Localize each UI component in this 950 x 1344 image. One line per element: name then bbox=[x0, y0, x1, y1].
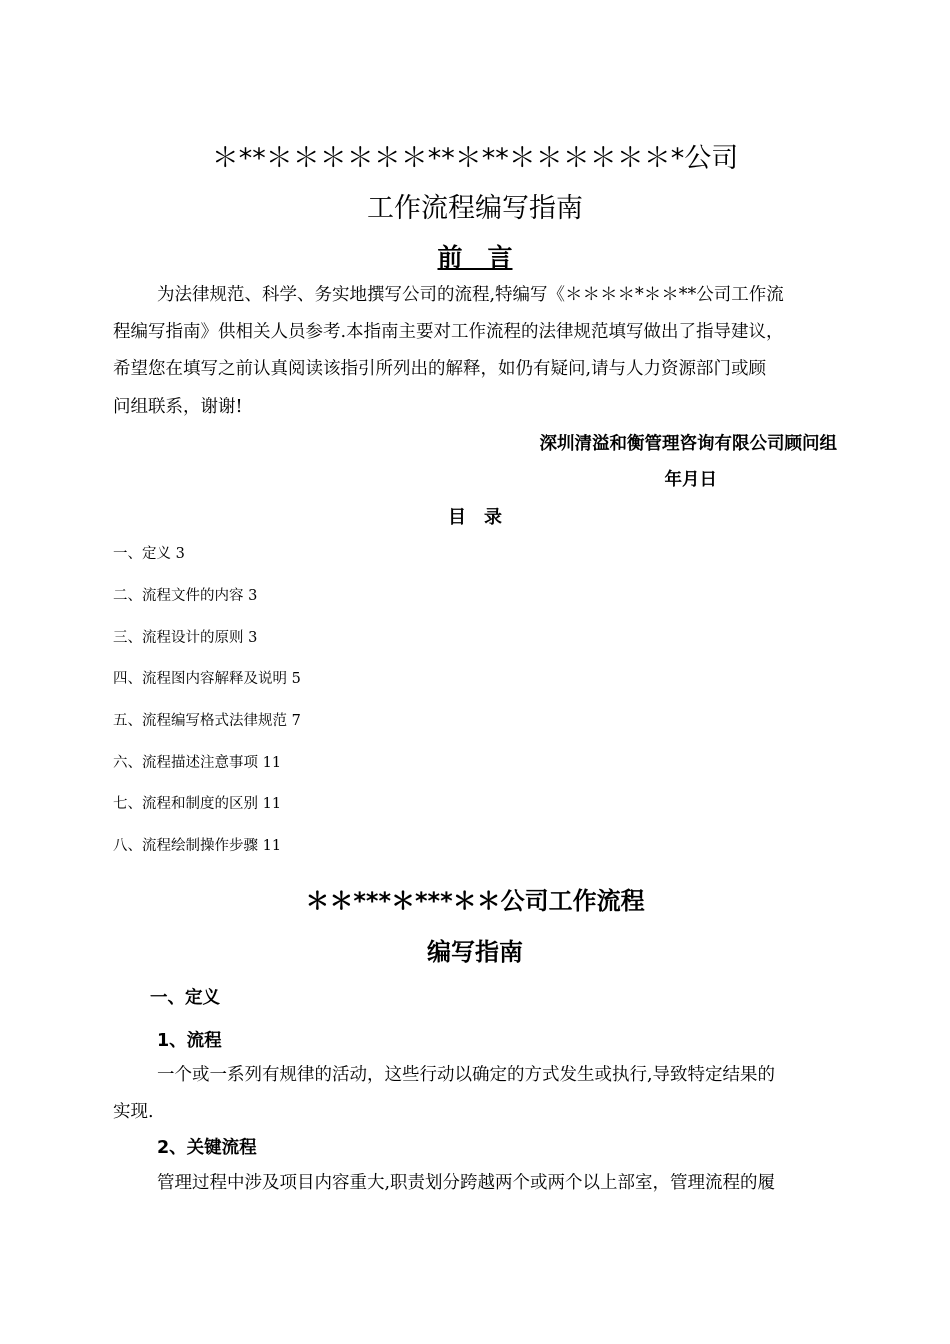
toc-item[interactable]: 八、流程绘制操作步骤 11 bbox=[113, 838, 282, 854]
key-process-line-1: 管理过程中涉及项目内容重大,职责划分跨越两个或两个以上部室，管理流程的履 bbox=[157, 1173, 776, 1193]
preface-line-3: 希望您在填写之前认真阅读该指引所列出的解释，如仍有疑问,请与人力资源部门或顾 bbox=[113, 359, 767, 379]
main-title: ＊＊***＊***＊＊公司工作流程 bbox=[305, 887, 645, 915]
preface-heading-text: 前 言 bbox=[437, 243, 513, 272]
subsection-heading-key-process: 2、关键流程 bbox=[157, 1138, 257, 1158]
toc-title: 目 录 bbox=[448, 507, 502, 528]
toc-item[interactable]: 五、流程编写格式法律规范 7 bbox=[113, 713, 301, 729]
guide-title: 工作流程编写指南 bbox=[367, 193, 583, 224]
process-definition-line-2: 实现. bbox=[113, 1102, 154, 1122]
signature: 深圳清溢和衡管理咨询有限公司顾问组 bbox=[539, 434, 837, 454]
toc-item[interactable]: 六、流程描述注意事项 11 bbox=[113, 755, 282, 771]
toc-item[interactable]: 二、流程文件的内容 3 bbox=[113, 588, 258, 604]
preface-line-4: 问组联系，谢谢! bbox=[113, 397, 243, 417]
date-label: 年月日 bbox=[664, 470, 717, 490]
main-subtitle: 编写指南 bbox=[427, 938, 523, 966]
toc-item[interactable]: 一、定义 3 bbox=[113, 546, 185, 562]
preface-heading bbox=[0, 238, 950, 274]
preface-line-1: 为法律规范、科学、务实地撰写公司的流程,特编写《＊＊＊＊*＊＊**公司工作流 bbox=[157, 285, 784, 305]
process-definition-line-1: 一个或一系列有规律的活动，这些行动以确定的方式发生或执行,导致特定结果的 bbox=[157, 1065, 776, 1085]
toc-item[interactable]: 七、流程和制度的区别 11 bbox=[113, 796, 282, 812]
preface-line-2: 程编写指南》供相关人员参考.本指南主要对工作流程的法律规范填写做出了指导建议， bbox=[113, 322, 784, 342]
toc-item[interactable]: 三、流程设计的原则 3 bbox=[113, 630, 258, 646]
subsection-heading-process: 1、流程 bbox=[157, 1031, 222, 1051]
company-title: ＊**＊＊＊＊＊＊**＊**＊＊＊＊＊＊*公司 bbox=[211, 143, 739, 174]
section-heading-definition: 一、定义 bbox=[150, 988, 220, 1008]
toc-item[interactable]: 四、流程图内容解释及说明 5 bbox=[113, 671, 301, 687]
